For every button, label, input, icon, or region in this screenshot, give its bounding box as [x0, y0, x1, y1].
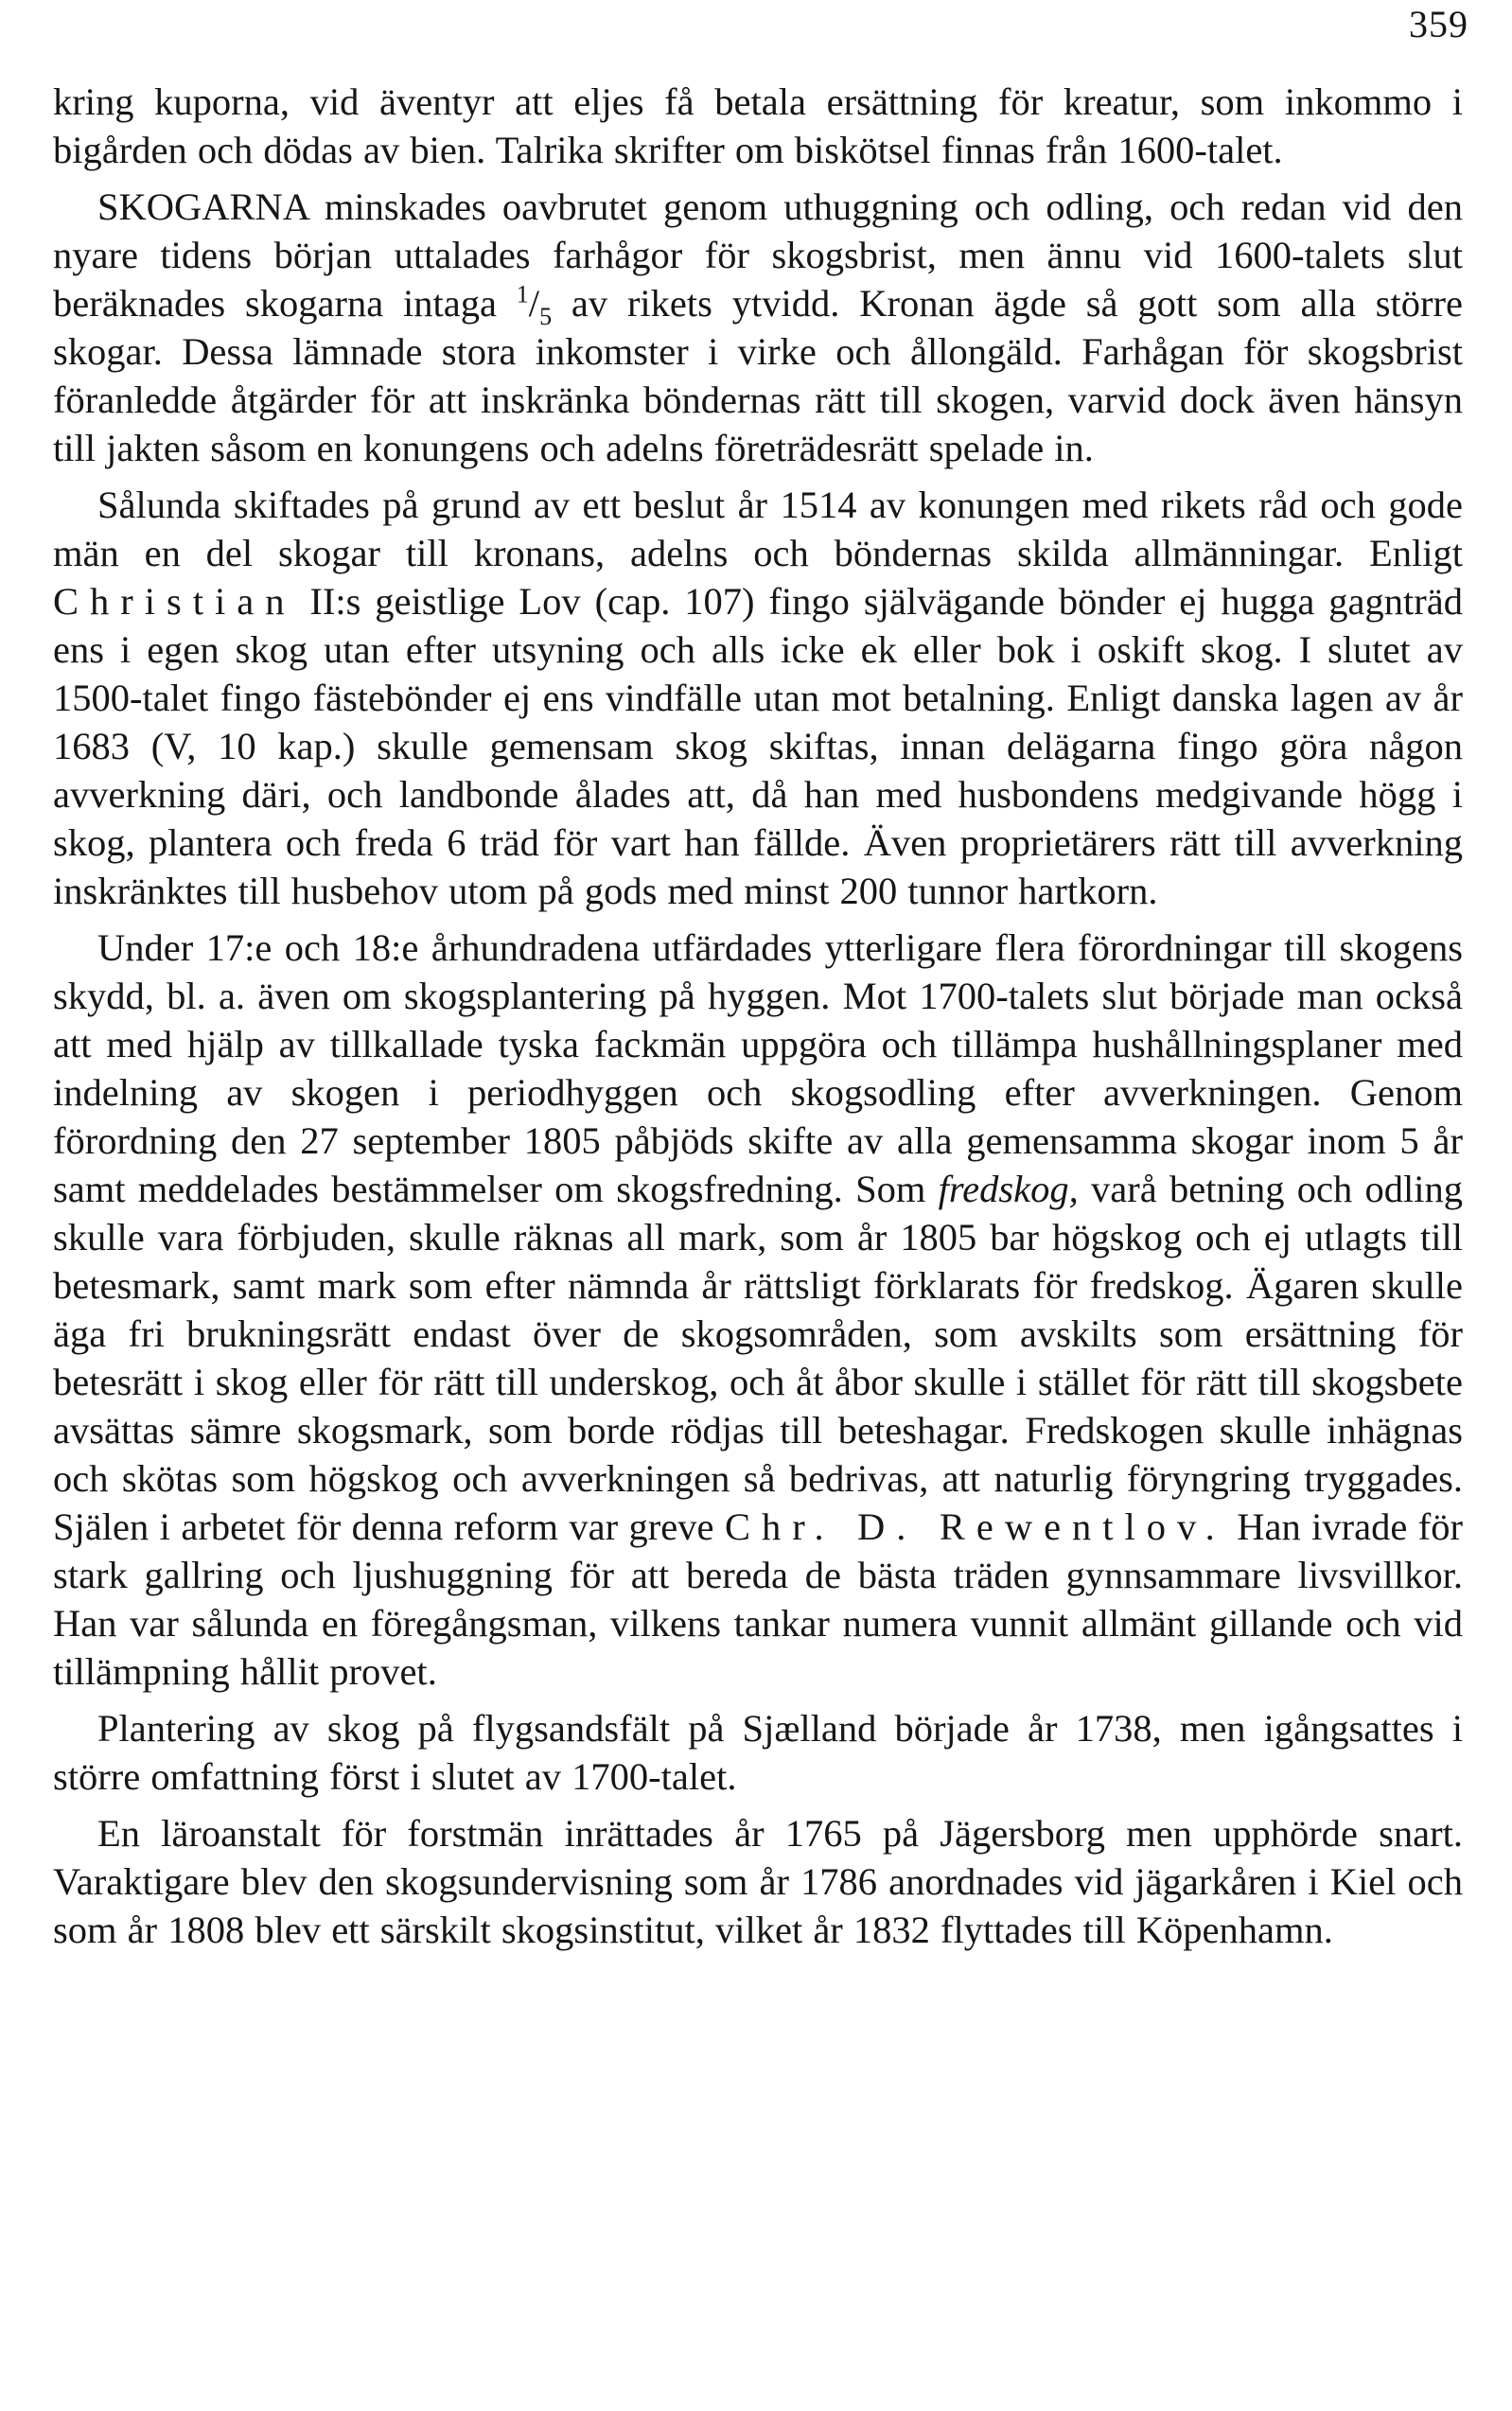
text-run: II:s geistlige Lov (cap. 107) fingo självägande bönder ej hugga gagnträd ens i egen skog utan efter utsyning och alls icke ek eller bok i oskift skog. I slutet av 1500-talet fingo fästebönder ej ens vindfälle utan mot betalning. Enligt danska lagen av år 1683 (V, 10 kap.) skulle gemensam skog skiftas, innan delägarna fingo göra någon avverkning däri, och landbonde ålades att, då han med husbondens medgivande högg i skog, plantera och freda 6 träd för vart han fällde. Även proprietärers rätt till avverkning inskränktes till husbehov utom på gods med minst 200 tunnor hartkorn.	[53, 580, 1463, 912]
text-run: kring kuporna, vid äventyr att eljes få betala ersättning för kreatur, som inkommo i bigården och dödas av bien. Talrika skrifter om biskötsel finnas från 1600-talet.	[53, 80, 1463, 171]
text-run: SKOGARNA minskades oavbrutet genom uthuggning och odling, och redan vid den nyare tidens början uttalades farhågor för skogsbrist, men ännu vid 1600-talets slut beräknades skogarna intaga	[53, 185, 1463, 325]
text-run: varå betning och odling skulle vara förbjuden, skulle räknas all mark, som år 1805 bar högskog och ej utlagts till betesmark, samt mark som efter nämnda år rättsligt förklarats för fredskog. Ägaren skulle äga fri brukningsrätt endast över de skogsområden, som avskilts som ersättning för betesrätt i skog eller för rätt till underskog, och åt åbor skulle i stället för rätt till skogsbete avsättas sämre skogsmark, som borde rödjas till beteshagar. Fredskogen skulle inhägnas och skötas som högskog och avverkningen så bedrivas, att naturlig föryngring tryggades. Själen i arbetet för denna reform var greve	[53, 1168, 1463, 1548]
italic-term: fredskog,	[938, 1168, 1079, 1210]
paragraph	[53, 78, 1463, 174]
paragraph	[53, 1704, 1463, 1801]
paragraph	[53, 1809, 1463, 1954]
text-run: av rikets ytvidd. Kronan ägde så gott som alla större skogar. Dessa lämnade stora inkomster i virke och ållongäld. Farhågan för skogsbrist föranledde åtgärder för att inskränka böndernas rätt till skogen, varvid dock även hänsyn till jakten såsom en konungens och adelns företrädesrätt spelade in.	[53, 282, 1464, 469]
text-run: En läroanstalt för forstmän inrättades år 1765 på Jägersborg men upphörde snart. Varaktigare blev den skogsundervisning som år 1786 anordnades vid jägarkåren i Kiel och som år 1808 blev ett särskilt skogsinstitut, vilket år 1832 flyttades till Köpenhamn.	[53, 1812, 1463, 1951]
fraction: $^1/_5$	[516, 280, 553, 331]
spaced-name: Chr. D. Rewentlov.	[724, 1505, 1226, 1548]
text-run: Plantering av skog på flygsandsfält på Sjælland började år 1738, men igångsattes i större omfattning först i slutet av 1700-talet.	[53, 1707, 1463, 1798]
paragraph	[53, 481, 1463, 915]
paragraph	[53, 183, 1463, 472]
body-text	[53, 78, 1463, 1962]
spaced-name: Christian	[53, 580, 296, 623]
page-number: 359	[1409, 3, 1468, 45]
text-run: Sålunda skiftades på grund av ett beslut år 1514 av konungen med rikets råd och gode män en del skogar till kronans, adelns och böndernas skilda allmänningar. Enligt	[53, 484, 1463, 574]
text-run: Under 17:e och 18:e århundradena utfärdades ytterligare flera förordningar till skogens skydd, bl. a. även om skogsplantering på hyggen. Mot 1700-talets slut började man också att med hjälp av tillkallade tyska fackmän uppgöra och tillämpa hushållningsplaner med indelning av skogen i periodhyggen och skogsodling efter avverkningen. Genom förordning den 27 september 1805 påbjöds skifte av alla gemensamma skogar inom 5 år samt meddelades bestämmelser om skogsfredning. Som	[53, 926, 1463, 1210]
paragraph	[53, 924, 1463, 1696]
text-run: Han ivrade för stark gallring och ljushuggning för att bereda de bästa träden gynnsammare livsvillkor. Han var sålunda en föregångsman, vilkens tankar numera vunnit allmänt gillande och vid tillämpning hållit provet.	[53, 1505, 1464, 1693]
